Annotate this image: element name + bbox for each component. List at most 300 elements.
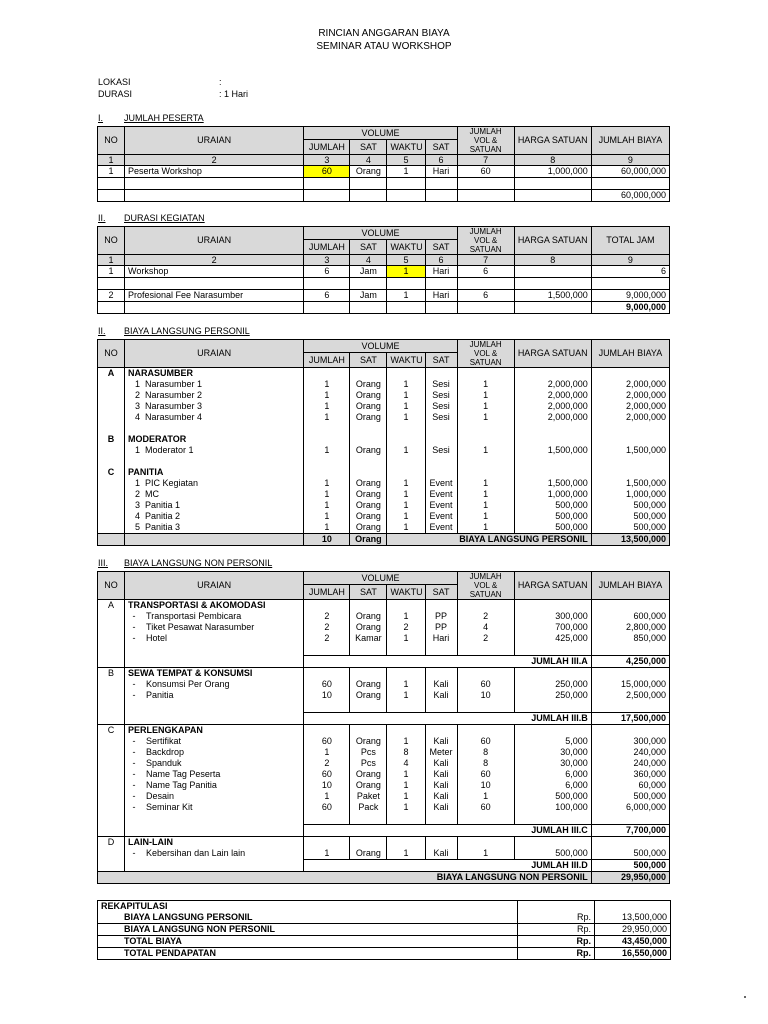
cell-empty — [98, 478, 125, 489]
group-code: D — [98, 837, 125, 849]
cell-empty — [350, 725, 387, 737]
cell-harga: 1,000,000 — [514, 489, 591, 500]
idx-cell: 5 — [387, 255, 425, 266]
cell-vol: 1 — [457, 401, 514, 412]
table-biaya-non-personil — [97, 571, 670, 884]
cell-empty — [425, 837, 457, 849]
hdr-jumlah-biaya: JUMLAH BIAYA — [591, 572, 669, 600]
cell-empty — [350, 434, 387, 445]
index-row — [98, 155, 670, 166]
cell-harga: 700,000 — [514, 622, 591, 633]
cell-biaya: 850,000 — [591, 633, 669, 644]
cell-empty — [98, 511, 125, 522]
cell-sat: Orang — [350, 390, 387, 401]
cell-waktu: 1 — [387, 522, 425, 534]
cell-empty — [425, 434, 457, 445]
table-row — [98, 489, 670, 500]
cell-empty — [125, 825, 304, 837]
cell-empty — [98, 802, 125, 813]
hdr-waktu: WAKTU — [387, 585, 425, 600]
table-row-total — [98, 190, 670, 202]
cell-jumlah: 10 — [304, 780, 350, 791]
cell-sat2: Sesi — [425, 412, 457, 423]
hdr-waktu: WAKTU — [387, 140, 425, 155]
cell-total-label: BIAYA LANGSUNG NON PERSONIL — [98, 872, 592, 884]
cell-sat: Orang — [350, 412, 387, 423]
cell-empty — [98, 747, 125, 758]
rekap-value: 29,950,000 — [595, 924, 671, 936]
rekap-value: 13,500,000 — [595, 912, 671, 924]
cell-biaya: 9,000,000 — [591, 290, 669, 302]
cell-harga: 500,000 — [514, 791, 591, 802]
section-4-title — [98, 558, 348, 570]
cell-empty — [514, 600, 591, 612]
cell-uraian: Peserta Workshop — [125, 166, 304, 178]
bullet-dash: - — [132, 791, 136, 801]
rekap-currency: Rp. — [518, 912, 595, 924]
cell-sat: Orang — [350, 401, 387, 412]
table-row — [98, 478, 670, 489]
subtotal-label: JUMLAH III.A — [304, 656, 591, 668]
cell-uraian: Workshop — [125, 266, 304, 278]
item-number: 3 — [135, 500, 141, 510]
item-name: Spanduk — [146, 758, 182, 768]
idx-cell: 9 — [591, 155, 669, 166]
cell-empty — [591, 368, 669, 380]
cell-harga: 250,000 — [514, 690, 591, 701]
cell-total-label: BIAYA LANGSUNG PERSONIL — [387, 534, 591, 546]
cell-empty — [304, 456, 350, 467]
cell-vol: 4 — [457, 622, 514, 633]
cell-sat: Paket — [350, 791, 387, 802]
bullet-dash: - — [132, 780, 136, 790]
table-row — [98, 758, 670, 769]
cell-vol: 1 — [457, 522, 514, 534]
cell-sat: Orang — [350, 736, 387, 747]
hdr-no: NO — [98, 340, 125, 368]
cell-no: 1 — [98, 266, 125, 278]
item-name: Backdrop — [146, 747, 185, 757]
group-row — [98, 668, 670, 680]
cell-waktu: 1 — [387, 401, 425, 412]
cell-jumlah: 60 — [304, 679, 350, 690]
idx-cell: 4 — [350, 155, 387, 166]
table-row — [98, 500, 670, 511]
cell-harga: 2,000,000 — [514, 379, 591, 390]
cell-sat: Orang — [350, 780, 387, 791]
cell-empty — [98, 656, 125, 668]
cell-biaya: 360,000 — [591, 769, 669, 780]
index-row — [98, 255, 670, 266]
cell-sat: Jam — [350, 266, 387, 278]
cell-total: 60,000,000 — [591, 190, 669, 202]
cell-vol: 6 — [457, 290, 514, 302]
hdr-jumlah-vol: JUMLAH VOL & SATUAN — [457, 340, 514, 368]
cell-jumlah: 1 — [304, 478, 350, 489]
cell-empty — [98, 522, 125, 534]
cell-total: 9,000,000 — [591, 302, 669, 314]
rekap-title-row — [98, 901, 671, 913]
cell-biaya: 2,000,000 — [591, 390, 669, 401]
table-row — [98, 747, 670, 758]
cell-sat2: Kali — [425, 679, 457, 690]
idx-cell: 1 — [98, 155, 125, 166]
subtotal-value: 17,500,000 — [591, 713, 669, 725]
cell-empty — [387, 813, 425, 825]
cell-empty — [425, 368, 457, 380]
table-row-spacer — [98, 456, 670, 467]
cell-sat: Orang — [350, 611, 387, 622]
item-number: 1 — [135, 379, 141, 389]
table-row — [98, 290, 670, 302]
cell-sat: Orang — [350, 478, 387, 489]
cell-jumlah: 60 — [304, 166, 350, 178]
hdr-volume: VOLUME — [304, 572, 457, 585]
cell-uraian — [125, 500, 304, 511]
cell-waktu: 1 — [387, 412, 425, 423]
idx-cell: 2 — [125, 155, 304, 166]
group-name: LAIN-LAIN — [125, 837, 304, 849]
cell-jumlah: 2 — [304, 633, 350, 644]
cell-uraian — [125, 611, 304, 622]
cell-biaya: 500,000 — [591, 791, 669, 802]
cell-harga: 1,000,000 — [514, 166, 591, 178]
cell-empty — [514, 644, 591, 656]
cell-empty — [125, 713, 304, 725]
cell-empty — [425, 456, 457, 467]
cell-empty — [425, 725, 457, 737]
cell-biaya: 15,000,000 — [591, 679, 669, 690]
cell-empty — [98, 500, 125, 511]
cell-waktu: 1 — [387, 769, 425, 780]
cell-sat: Orang — [350, 690, 387, 701]
cell-vol: 1 — [457, 412, 514, 423]
lokasi-value: : — [219, 77, 222, 87]
cell-empty — [457, 368, 514, 380]
idx-cell: 2 — [125, 255, 304, 266]
cell-vol: 2 — [457, 611, 514, 622]
cell-vol: 1 — [457, 511, 514, 522]
doc-title-line2: SEMINAR ATAU WORKSHOP — [316, 41, 452, 52]
cell-jumlah: 1 — [304, 401, 350, 412]
hdr-volume: VOLUME — [304, 340, 457, 353]
item-name: Moderator 1 — [145, 445, 194, 455]
cell-biaya: 60,000,000 — [591, 166, 669, 178]
cell-uraian — [125, 758, 304, 769]
cell-total: 29,950,000 — [591, 872, 669, 884]
cell-uraian — [125, 769, 304, 780]
table-row — [98, 802, 670, 813]
hdr-jumlah: JUMLAH — [304, 240, 350, 255]
cell-sat: Orang — [350, 848, 387, 860]
hdr-jumlah: JUMLAH — [304, 353, 350, 368]
cell-jumlah: 2 — [304, 622, 350, 633]
idx-cell: 3 — [304, 255, 350, 266]
cell-sat: Pcs — [350, 758, 387, 769]
group-name: SEWA TEMPAT & KONSUMSI — [125, 668, 304, 680]
cell-sat2: Event — [425, 522, 457, 534]
cell-waktu: 1 — [387, 166, 425, 178]
cell-sat: Orang — [350, 379, 387, 390]
cell-empty — [98, 489, 125, 500]
group-code: A — [98, 600, 125, 612]
cell-uraian: Profesional Fee Narasumber — [125, 290, 304, 302]
idx-cell: 3 — [304, 155, 350, 166]
cell-uraian — [125, 848, 304, 860]
cell-harga: 500,000 — [514, 848, 591, 860]
hdr-harga: HARGA SATUAN — [514, 227, 591, 255]
cell-waktu: 1 — [387, 445, 425, 456]
cell-jumlah: 1 — [304, 412, 350, 423]
table-row — [98, 412, 670, 423]
rekap-label: BIAYA LANGSUNG PERSONIL — [98, 912, 518, 924]
group-row — [98, 434, 670, 445]
cell-waktu: 1 — [387, 633, 425, 644]
cell-total-sat: Orang — [350, 534, 387, 546]
table-row — [98, 266, 670, 278]
cell-sat: Orang — [350, 445, 387, 456]
item-name: Panitia — [146, 690, 174, 700]
cell-uraian — [125, 747, 304, 758]
cell-empty — [350, 668, 387, 680]
rekap-currency: Rp. — [518, 948, 595, 960]
cell-harga: 500,000 — [514, 511, 591, 522]
cell-vol: 1 — [457, 379, 514, 390]
cell-waktu: 1 — [387, 848, 425, 860]
cell-sat: Orang — [350, 511, 387, 522]
hdr-jumlah: JUMLAH — [304, 140, 350, 155]
cell-sat2: Hari — [425, 266, 457, 278]
cell-empty — [514, 668, 591, 680]
group-code: C — [98, 725, 125, 737]
item-name: Konsumsi Per Orang — [146, 679, 230, 689]
item-name: Panitia 3 — [145, 522, 181, 532]
hdr-uraian: URAIAN — [125, 572, 304, 600]
group-row — [98, 467, 670, 478]
bullet-dash: - — [132, 758, 136, 768]
table-row — [98, 390, 670, 401]
cell-sat: Jam — [350, 290, 387, 302]
table-row-spacer — [98, 423, 670, 434]
cell-jumlah: 1 — [304, 489, 350, 500]
cell-empty — [514, 434, 591, 445]
cell-empty — [98, 780, 125, 791]
hdr-uraian: URAIAN — [125, 340, 304, 368]
idx-cell: 6 — [425, 255, 457, 266]
subtotal-row — [98, 656, 670, 668]
subtotal-label: JUMLAH III.D — [304, 860, 591, 872]
cell-uraian — [125, 802, 304, 813]
cell-empty — [591, 813, 669, 825]
cell-empty — [387, 456, 425, 467]
item-name: Seminar Kit — [146, 802, 193, 812]
cell-empty — [350, 600, 387, 612]
cell-sat2: Kali — [425, 736, 457, 747]
item-name: Desain — [146, 791, 175, 801]
cell-empty — [98, 791, 125, 802]
item-name: Narasumber 4 — [145, 412, 203, 422]
hdr-harga: HARGA SATUAN — [514, 340, 591, 368]
cell-biaya: 1,500,000 — [591, 478, 669, 489]
idx-cell: 8 — [514, 255, 591, 266]
cell-harga: 2,000,000 — [514, 390, 591, 401]
table-row — [98, 379, 670, 390]
rekap-value: 43,450,000 — [595, 936, 671, 948]
hdr-volume: VOLUME — [304, 227, 457, 240]
cell-vol: 8 — [457, 758, 514, 769]
cell-empty — [304, 701, 350, 713]
table-row — [98, 769, 670, 780]
hdr-waktu: WAKTU — [387, 353, 425, 368]
cell-sat2: Kali — [425, 690, 457, 701]
section-1-label: JUMLAH PESERTA — [124, 113, 204, 123]
cell-empty — [304, 368, 350, 380]
cell-biaya: 60,000 — [591, 780, 669, 791]
durasi-label: DURASI — [98, 89, 133, 99]
cell-sat: Pcs — [350, 747, 387, 758]
cell-empty — [125, 701, 304, 713]
cell-vol: 60 — [457, 679, 514, 690]
subtotal-value: 4,250,000 — [591, 656, 669, 668]
item-name: MC — [145, 489, 160, 499]
cell-empty — [457, 725, 514, 737]
cell-empty — [591, 837, 669, 849]
hdr-jumlah-vol: JUMLAH VOL & SATUAN — [457, 227, 514, 255]
cell-biaya: 2,000,000 — [591, 401, 669, 412]
cell-empty — [304, 434, 350, 445]
cell-biaya: 500,000 — [591, 500, 669, 511]
cell-uraian — [125, 522, 304, 534]
cell-biaya: 600,000 — [591, 611, 669, 622]
item-name: Kebersihan dan Lain lain — [146, 848, 246, 859]
cell-waktu: 1 — [387, 489, 425, 500]
cell-sat2: Kali — [425, 848, 457, 860]
rekap-label: TOTAL BIAYA — [98, 936, 518, 948]
cell-empty — [387, 423, 425, 434]
cell-empty — [304, 467, 350, 478]
subtotal-row — [98, 713, 670, 725]
group-name: TRANSPORTASI & AKOMODASI — [125, 600, 304, 612]
cell-harga: 250,000 — [514, 679, 591, 690]
hdr-sat2: SAT — [425, 140, 457, 155]
cell-uraian — [125, 390, 304, 401]
cell-sat2: Sesi — [425, 445, 457, 456]
cell-vol: 8 — [457, 747, 514, 758]
table-row-spacer — [98, 813, 670, 825]
cell-empty — [387, 467, 425, 478]
hdr-sat2: SAT — [425, 240, 457, 255]
cell-uraian — [125, 445, 304, 456]
cell-empty — [425, 423, 457, 434]
cell-vol: 60 — [457, 769, 514, 780]
cell-waktu: 1 — [387, 266, 425, 278]
bullet-dash: - — [132, 848, 136, 859]
cell-empty — [350, 644, 387, 656]
cell-empty — [591, 423, 669, 434]
subtotal-row — [98, 860, 670, 872]
cell-waktu: 1 — [387, 290, 425, 302]
cell-empty — [98, 769, 125, 780]
cell-uraian — [125, 736, 304, 747]
cell-empty — [98, 379, 125, 390]
cell-uraian — [125, 412, 304, 423]
group-row — [98, 725, 670, 737]
item-name: Name Tag Panitia — [146, 780, 217, 790]
cell-sat: Orang — [350, 489, 387, 500]
hdr-jumlah-biaya: JUMLAH BIAYA — [591, 127, 669, 155]
cell-empty — [514, 423, 591, 434]
table-row — [98, 736, 670, 747]
cell-vol: 1 — [457, 478, 514, 489]
cell-sat2: Kali — [425, 758, 457, 769]
group-code: C — [98, 467, 125, 478]
group-row — [98, 837, 670, 849]
table-row — [98, 522, 670, 534]
cell-jumlah: 1 — [304, 791, 350, 802]
cell-vol: 1 — [457, 791, 514, 802]
cell-no: 1 — [98, 166, 125, 178]
table-jumlah-peserta — [97, 126, 670, 202]
cell-empty — [98, 736, 125, 747]
hdr-volume: VOLUME — [304, 127, 457, 140]
cell-waktu: 1 — [387, 478, 425, 489]
cell-sat2: Hari — [425, 166, 457, 178]
cell-empty — [591, 434, 669, 445]
cell-harga — [514, 266, 591, 278]
cell-empty — [98, 412, 125, 423]
item-name: Sertifikat — [146, 736, 182, 746]
group-name: MODERATOR — [125, 434, 304, 445]
cell-sat2: Event — [425, 511, 457, 522]
cell-empty — [98, 813, 125, 825]
cell-vol: 6 — [457, 266, 514, 278]
bullet-dash: - — [132, 679, 136, 689]
cell-harga: 500,000 — [514, 500, 591, 511]
table-rekapitulasi — [97, 900, 671, 960]
cell-vol: 1 — [457, 848, 514, 860]
group-name: PANITIA — [125, 467, 304, 478]
cell-uraian — [125, 679, 304, 690]
bullet-dash: - — [132, 690, 136, 700]
rekap-row — [98, 912, 671, 924]
cell-uraian — [125, 690, 304, 701]
cell-vol: 10 — [457, 780, 514, 791]
cell-biaya: 1,000,000 — [591, 489, 669, 500]
cell-empty — [125, 456, 304, 467]
cell-empty — [387, 701, 425, 713]
section-3-label: BIAYA LANGSUNG PERSONIL — [124, 326, 250, 336]
cell-empty — [350, 837, 387, 849]
table-row-spacer — [98, 701, 670, 713]
hdr-harga: HARGA SATUAN — [514, 127, 591, 155]
cell-sat2: Event — [425, 478, 457, 489]
section-4-label: BIAYA LANGSUNG NON PERSONIL — [124, 558, 273, 568]
cell-biaya: 6,000,000 — [591, 802, 669, 813]
idx-cell: 9 — [591, 255, 669, 266]
subtotal-row — [98, 825, 670, 837]
cell-empty — [457, 467, 514, 478]
item-number: 4 — [135, 412, 141, 422]
section-2-title — [98, 213, 298, 225]
cell-empty — [125, 644, 304, 656]
cell-sat: Orang — [350, 622, 387, 633]
cell-biaya: 2,800,000 — [591, 622, 669, 633]
cell-empty — [457, 423, 514, 434]
hdr-total-jam: TOTAL JAM — [591, 227, 669, 255]
table-row-total — [98, 534, 670, 546]
cell-biaya: 500,000 — [591, 522, 669, 534]
item-name: Narasumber 2 — [145, 390, 203, 400]
